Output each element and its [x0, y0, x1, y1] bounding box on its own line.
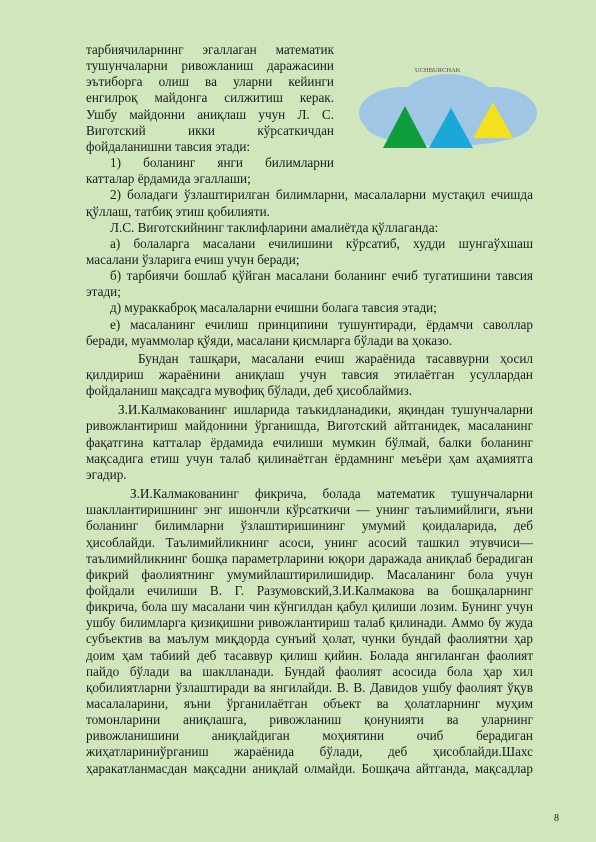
text-line: мақсадига етиш учун талаб қилинаётган ёрдамнинг меъёри ҳам аҳамиятга	[86, 450, 533, 466]
text-line: ривожланишини аниқлайдиган моҳиятини очиб берадиган	[86, 728, 533, 744]
text-line: ҳаракатланмасдан мақсадни аниқлай олмайди. Бошқача айтганда, мақсадлар	[86, 760, 533, 776]
triangles-figure	[353, 58, 543, 154]
triangles-figure-svg	[353, 58, 543, 154]
text-line: З.И.Калмакованинг ишларида таъкидланадики, яқиндан тушунчаларни	[118, 402, 533, 418]
text-line: масалани ўзларига ечиш учун беради;	[86, 252, 300, 267]
text-line: тушунчаларни ривожланиш даражасини	[86, 58, 334, 74]
text-line: б) тарбиячи бошлаб қўйган масалани боланинг ечиб тугатишини тавсия	[110, 268, 533, 284]
text-line: Л.С. Виготскийнинг таклифларини амалиётда қўллаганда:	[110, 219, 439, 235]
text-line: З.И.Калмакованинг фикрича, болада математик тушунчаларни	[130, 486, 533, 501]
text-line: боланинг билимларни ўзлаштиришининг умумий қоидаларида, деб	[86, 518, 533, 534]
figure-caption: UCHBURCHAK	[415, 67, 461, 74]
text-line: эгадир.	[86, 466, 127, 482]
text-line: Ушбу майдонни аниқлаш учун Л. С.	[86, 106, 334, 122]
text-line: қўллаш, татбиқ этиш қобилияти.	[86, 203, 270, 219]
text-line: қилдириш жараёнини аниқлаш учун тавсия этилаётган усуллардан	[86, 367, 533, 382]
text-line: катталар ёрдамида эгаллаши;	[86, 171, 251, 187]
text-line: доим ҳам табиий деб тасаввур қилиш қийин. Болада янгиланган фаолият	[86, 647, 533, 663]
text-line: Бундан ташқари, масалани ечиш жараёнида тасаввурни ҳосил	[138, 350, 533, 366]
text-line: д) мураккаброқ масалаларни ечишни болага тавсия этади;	[110, 300, 437, 316]
text-line: фикрий фаолиятнинг умумийлаштирилишидир. Масаланинг бола учун	[86, 566, 533, 582]
text-line: фақатгина катталар ёрдамида ечилиши мумкин бўлмай, балки боланинг	[86, 434, 533, 450]
text-line: тарбиячиларнинг эгаллаган математик	[86, 42, 334, 57]
text-line: ушбу билимларга қизиқишни ривожлантириш талаб қилинади. Аммо бу жуда	[86, 615, 533, 631]
text-line: а) болаларга масалани ечилишини кўрсатиб, худди шунгаўхшаш	[110, 235, 533, 251]
text-line: фойдали ечилиши В. Г. Разумовский,З.И.Калмакова ва бошқаларнинг	[86, 582, 533, 598]
text-line: масалаларини, яъни ўрганилаётган объект ва ҳолатларнинг муҳим	[86, 696, 533, 711]
text-line: қобилиятларни ўзлаштиради ва янгилайди. В. В. Давидов ушбу фаолият ўқув	[86, 679, 533, 695]
text-line: томонларини аниқлашга, ривожланиш қонунияти ва уларнинг	[86, 712, 533, 728]
text-line: ривожлантириш майдонини ўрганишда, Виготский айтганидек, масаланинг	[86, 418, 533, 434]
text-line: ҳисоблайди. Таълимийликнинг асоси, унинг асосий ташкил этувчиси—	[86, 534, 533, 550]
text-line: таълимийликнинг бошқа параметрларини юқори даражада аниқлаб берадиган	[86, 550, 533, 566]
text-line: е) масаланинг ечилиш принципини тушунтиради, ёрдамчи саволлар	[110, 316, 533, 332]
text-line: фойдаланиш мақсадга мувофиқ бўлади, деб ҳисоблаймиз.	[86, 383, 413, 399]
text-line: шакллантиришнинг энг ишончли кўрсаткичи — унинг таълимийлиги, яъни	[86, 502, 533, 518]
text-line: 1) боланинг янги билимларни	[110, 155, 334, 171]
text-line: эътиборга олиш ва уларни кейинги	[86, 74, 334, 90]
text-line: енгилроқ майдонга силжитиш керак.	[86, 90, 334, 106]
text-line: субъектив ва маълум миқдорда сунъий ҳолат, чунки бундай фаолиятни ҳар	[86, 631, 533, 647]
page-number: 8	[554, 813, 559, 824]
text-line: фойдаланишни тавсия этади:	[86, 138, 251, 154]
text-line: жиҳатлариниўрганиш жараёнида бўлади, деб ҳисоблайди.Шахс	[86, 744, 533, 760]
text-line: фикрича, бола шу масалани чин кўнгилдан қабул қилиши лозим. Бунинг учун	[86, 599, 533, 615]
text-line: этади;	[86, 284, 121, 300]
text-line: Виготский икки кўрсаткичдан	[86, 122, 334, 138]
text-line: 2) боладаги ўзлаштирилган билимларни, масалаларни мустақил ечишда	[110, 187, 533, 203]
text-line: беради, муаммолар қўяди, масалани қисмларга бўлади ва ҳоказо.	[86, 332, 453, 348]
text-line: пайдо бўлади ва шаклланади. Бундай фаолият асосида бола ҳар хил	[86, 663, 533, 679]
